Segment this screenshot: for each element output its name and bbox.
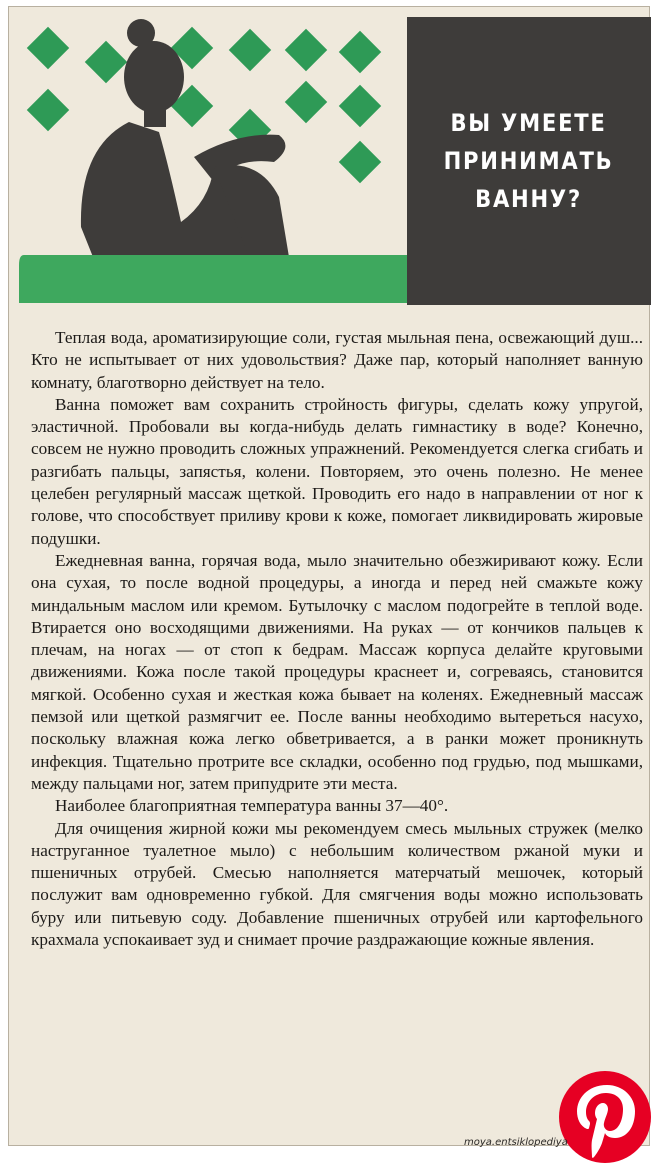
magazine-page <box>8 6 650 1146</box>
paragraph: Ежедневная ванна, горячая вода, мыло значительно обезжиривают кожу. Если она сухая, то после водной процедуры, а иногда и перед ней смажьте кожу миндальным маслом или кремом. Бутылочку с маслом подогрейте в теплой воде. Втирается оно восходящими движениями. На руках — от кончиков пальцев к плечам, на ногах — от стоп к бедрам. Массаж корпуса делайте круговыми движениями. Кожа после такой процедуры краснеет и, согреваясь, становится мягкой. Особенно сухая и жесткая кожа бывает на коленях. Ежедневный массаж пемзой или щеткой размягчит ее. После ванны необходимо вытереться насухо, поскольку влажная кожа легко обветривается, а в ранки может проникнуть инфекция. Тщательно протрите все складки, особенно под грудью, под мышками, между пальцами ног, затем припудрите эти места. <box>31 550 643 793</box>
title-line: ВЫ УМЕЕТЕ <box>450 109 608 137</box>
pinterest-logo-icon <box>557 1069 653 1165</box>
source-watermark: moya.entsiklopediya <box>464 1137 568 1148</box>
article-body <box>31 327 643 951</box>
paragraph: Ванна поможет вам сохранить стройность фигуры, сделать кожу упругой, эластичной. Пробовали вы когда-нибудь делать гимнастику в воде? Конечно, совсем не нужно проводить сложных упражнений. Рекомендуется слегка сгибать и разгибать пальцы, запястья, колени. Повторяем, это очень полезно. Не менее целебен регулярный массаж щеткой. Проводить его надо в направлении от ног к голове, что способствует приливу крови к коже, помогает ликвидировать жировые подушки. <box>31 394 643 548</box>
title-block <box>407 17 651 305</box>
title-line: ПРИНИМАТЬ <box>444 147 614 175</box>
title-line: ВАННУ? <box>475 185 583 213</box>
bathtub <box>24 255 409 303</box>
paragraph: Для очищения жирной кожи мы рекомендуем смесь мыльных стружек (мелко наструганное туалетное мыло) с небольшим количеством ржаной муки и пшеничных отрубей. Смесью наполняется матерчатый мешочек, который послужит вам одновременно губкой. Для смягчения воды можно использовать буру или питьевую соду. Добавление пшеничных отрубей или картофельного крахмала успокаивает зуд и снимает прочие раздражающие кожные явления. <box>31 818 643 950</box>
paragraph: Наиболее благоприятная температура ванны 37—40°. <box>55 796 449 816</box>
article-title <box>444 104 614 218</box>
bather-illustration <box>9 7 409 307</box>
paragraph: Теплая вода, ароматизирующие соли, густая мыльная пена, освежающий душ... Кто не испытывает от них удовольствия? Даже пар, который наполняет ванную комнату, благотворно действует на тело. <box>31 328 643 392</box>
